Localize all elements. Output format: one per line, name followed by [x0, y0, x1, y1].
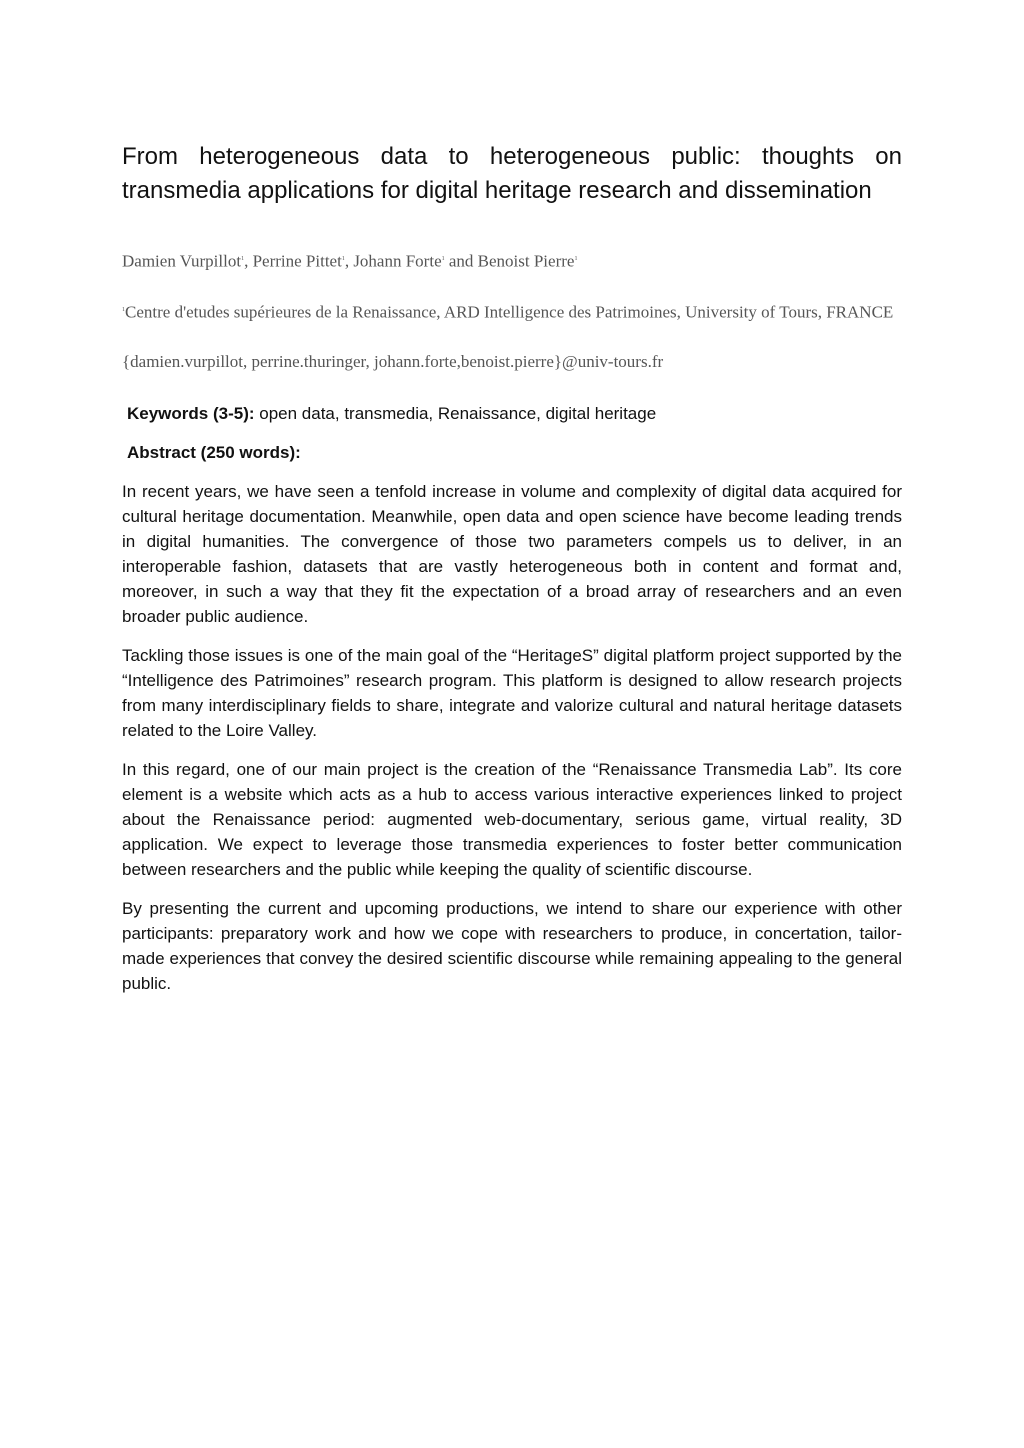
keywords-label: Keywords (3-5):: [127, 404, 255, 424]
keywords-text: open data, transmedia, Renaissance, digital heritage: [254, 404, 657, 424]
affiliation-mark: 1: [341, 256, 345, 262]
abstract-paragraph: Tackling those issues is one of the main goal of the “HeritageS” digital platform project supported by the “Intelligence des Patrimoines” research program. This platform is designed to allow research projects from many interdisciplinary fields to share, integrate and valorize cultural and natural heritage datasets related to the Loire Valley.: [122, 646, 902, 741]
abstract-heading: Abstract (250 words):: [127, 443, 301, 463]
affiliation-mark: 1: [574, 256, 578, 262]
abstract-paragraph: By presenting the current and upcoming productions, we intend to share our experience with other participants: preparatory work and how we cope with researchers to produce, in concertation, tailor-made experiences that convey the desired scientific discourse while remaining appealing to the general public.: [122, 899, 902, 994]
paper-title: From heterogeneous data to heterogeneous public: thoughts on transmedia applications for digital heritage research and dissemination: [122, 143, 902, 204]
affiliation: [122, 299, 902, 324]
author-name: Damien Vurpillot: [122, 251, 242, 271]
abstract-paragraph: In recent years, we have seen a tenfold increase in volume and complexity of digital data acquired for cultural heritage documentation. Meanwhile, open data and open science have become leading trends in digital humanities. The convergence of those two parameters compels us to deliver, in an interoperable fashion, datasets that are vastly heterogeneous both in content and format and, moreover, in such a way that they fit the expectation of a broad array of researchers and an even broader public audience.: [122, 482, 902, 627]
abstract-paragraph: In this regard, one of our main project is the creation of the “Renaissance Transmedia Lab”. Its core element is a website which acts as a hub to access various interactive experiences linked to project about the Renaissance period: augmented web-documentary, serious game, virtual reality, 3D application. We expect to leverage those transmedia experiences to foster better communication between researchers and the public while keeping the quality of scientific discourse.: [122, 760, 902, 880]
affiliation-mark: 1: [122, 306, 125, 313]
author-emails: {damien.vurpillot, perrine.thuringer, johann.forte,benoist.pierre}@univ-tours.fr: [122, 352, 664, 372]
author-separator: and: [444, 251, 478, 271]
affiliation-mark: 1: [441, 256, 445, 262]
author-separator: ,: [344, 251, 354, 271]
affiliation-mark: 1: [241, 256, 245, 262]
author-name: Perrine Pittet: [252, 251, 342, 271]
affiliation-text: Centre d'etudes supérieures de la Renaissance, ARD Intelligence des Patrimoines, University of Tours, FRANCE: [125, 302, 894, 322]
paper-page: [122, 140, 902, 996]
author-name: Johann Forte: [353, 251, 442, 271]
keywords: [127, 402, 902, 426]
author-list: [122, 248, 902, 273]
author-name: Benoist Pierre: [477, 251, 575, 271]
author-separator: ,: [244, 251, 253, 271]
